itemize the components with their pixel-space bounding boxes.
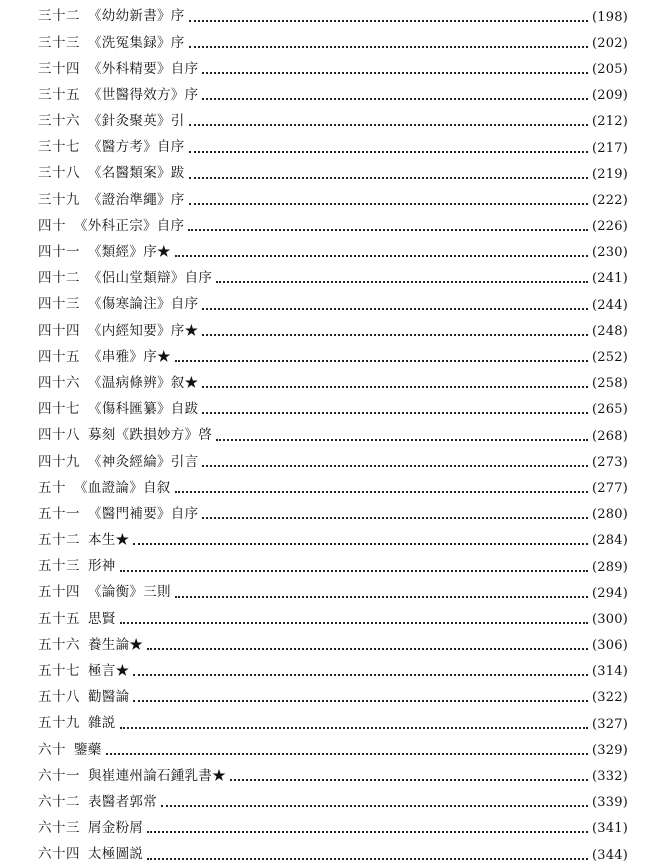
entry-number: 三十八 (38, 165, 80, 182)
dot-leader (202, 464, 588, 467)
entry-page-number: (209) (592, 88, 628, 104)
entry-title: 《温病條辨》叙★ (88, 374, 199, 391)
toc-entry (38, 266, 628, 292)
entry-page-number: (244) (592, 297, 628, 313)
entry-title: 極言★ (88, 663, 130, 680)
dot-leader (175, 359, 588, 362)
dot-leader (230, 778, 588, 781)
entry-page-number: (327) (592, 716, 628, 732)
toc-entry (38, 318, 628, 344)
entry-title: 《傷科匯纂》自跋 (88, 401, 199, 418)
entry-page-number: (314) (592, 664, 628, 680)
entry-page-number: (332) (592, 769, 628, 785)
dot-leader (202, 307, 588, 310)
entry-title: 養生論★ (88, 636, 144, 653)
entry-number: 三十七 (38, 139, 80, 156)
entry-number: 五十五 (38, 610, 80, 627)
toc-entry (38, 475, 628, 501)
dot-leader (189, 123, 588, 126)
entry-title: 勸醫論 (88, 689, 130, 706)
toc-entry (38, 83, 628, 109)
entry-title: 《内經知要》序★ (88, 322, 199, 339)
entry-page-number: (230) (592, 245, 628, 261)
toc-entry (38, 449, 628, 475)
entry-title: 屑金粉屑 (88, 820, 144, 837)
entry-title: 太極圖説 (88, 846, 144, 863)
entry-page-number: (202) (592, 35, 628, 51)
entry-number: 三十九 (38, 191, 80, 208)
dot-leader (189, 176, 588, 179)
entry-title: 募刻《跌損妙方》啓 (88, 427, 213, 444)
toc-entry (38, 292, 628, 318)
entry-number: 五十六 (38, 636, 80, 653)
entry-number: 四十五 (38, 348, 80, 365)
toc-entry (38, 737, 628, 763)
dot-leader (216, 438, 588, 441)
entry-page-number: (205) (592, 61, 628, 77)
toc-entry (38, 4, 628, 30)
dot-leader (189, 202, 588, 205)
entry-number: 五十 (38, 479, 66, 496)
entry-number: 四十九 (38, 453, 80, 470)
entry-page-number: (212) (592, 114, 628, 130)
entry-number: 五十八 (38, 689, 80, 706)
entry-title: 《醫方考》自序 (88, 139, 185, 156)
entry-number: 四十三 (38, 296, 80, 313)
entry-page-number: (198) (592, 9, 628, 25)
entry-number: 六十三 (38, 820, 80, 837)
entry-title: 《論衡》三則 (88, 584, 171, 601)
toc-entry (38, 161, 628, 187)
dot-leader (175, 254, 588, 257)
entry-page-number: (222) (592, 192, 628, 208)
entry-page-number: (284) (592, 533, 628, 549)
entry-number: 六十 (38, 741, 66, 758)
dot-leader (189, 19, 588, 22)
entry-page-number: (322) (592, 690, 628, 706)
table-of-contents (38, 4, 628, 868)
toc-entry (38, 371, 628, 397)
entry-page-number: (277) (592, 480, 628, 496)
entry-page-number: (252) (592, 350, 628, 366)
entry-number: 五十一 (38, 505, 80, 522)
entry-page-number: (289) (592, 559, 628, 575)
entry-page-number: (241) (592, 271, 628, 287)
dot-leader (175, 490, 588, 493)
dot-leader (120, 569, 588, 572)
dot-leader (202, 516, 588, 519)
toc-entry (38, 214, 628, 240)
entry-title: 《名醫類案》跋 (88, 165, 185, 182)
dot-leader (106, 752, 588, 755)
toc-entry (38, 816, 628, 842)
entry-title: 本生★ (88, 532, 130, 549)
dot-leader (188, 228, 588, 231)
toc-entry (38, 685, 628, 711)
entry-page-number: (294) (592, 585, 628, 601)
entry-page-number: (219) (592, 166, 628, 182)
entry-title: 雜説 (88, 715, 116, 732)
toc-entry (38, 763, 628, 789)
dot-leader (202, 333, 588, 336)
dot-leader (161, 804, 588, 807)
entry-page-number: (306) (592, 638, 628, 654)
entry-number: 三十二 (38, 8, 80, 25)
entry-title: 《傷寒論注》自序 (88, 296, 199, 313)
entry-number: 五十二 (38, 532, 80, 549)
entry-page-number: (329) (592, 742, 628, 758)
dot-leader (202, 411, 588, 414)
entry-number: 三十五 (38, 86, 80, 103)
entry-number: 四十八 (38, 427, 80, 444)
entry-number: 四十 (38, 217, 66, 234)
entry-number: 五十四 (38, 584, 80, 601)
entry-page-number: (273) (592, 454, 628, 470)
toc-entry (38, 606, 628, 632)
toc-entry (38, 790, 628, 816)
entry-title: 《世醫得效方》序 (88, 86, 199, 103)
entry-number: 五十七 (38, 663, 80, 680)
toc-entry (38, 711, 628, 737)
entry-title: 形神 (88, 558, 116, 575)
toc-entry (38, 240, 628, 266)
dot-leader (202, 385, 588, 388)
toc-entry (38, 580, 628, 606)
dot-leader (133, 542, 588, 545)
dot-leader (133, 699, 588, 702)
entry-title: 《串雅》序★ (88, 348, 171, 365)
toc-entry (38, 842, 628, 868)
dot-leader (175, 595, 588, 598)
entry-number: 四十二 (38, 270, 80, 287)
entry-title: 鑒藥 (74, 741, 102, 758)
entry-number: 四十六 (38, 374, 80, 391)
entry-title: 《洗冤集録》序 (88, 34, 185, 51)
dot-leader (147, 857, 588, 860)
entry-title: 《針灸聚英》引 (88, 113, 185, 130)
entry-title: 《證治準繩》序 (88, 191, 185, 208)
toc-entry (38, 633, 628, 659)
toc-entry (38, 554, 628, 580)
dot-leader (147, 647, 588, 650)
dot-leader (120, 726, 588, 729)
entry-title: 《幼幼新書》序 (88, 8, 185, 25)
entry-page-number: (258) (592, 376, 628, 392)
entry-number: 三十六 (38, 113, 80, 130)
entry-number: 六十二 (38, 793, 80, 810)
toc-entry (38, 344, 628, 370)
entry-page-number: (280) (592, 507, 628, 523)
entry-page-number: (248) (592, 323, 628, 339)
toc-entry (38, 135, 628, 161)
toc-entry (38, 30, 628, 56)
dot-leader (120, 621, 588, 624)
dot-leader (133, 673, 588, 676)
entry-title: 思賢 (88, 610, 116, 627)
entry-number: 六十四 (38, 846, 80, 863)
entry-title: 《神灸經綸》引言 (88, 453, 199, 470)
dot-leader (216, 280, 588, 283)
dot-leader (189, 45, 588, 48)
entry-page-number: (268) (592, 428, 628, 444)
entry-title: 《外科精要》自序 (88, 60, 199, 77)
toc-entry (38, 659, 628, 685)
entry-title: 《醫門補要》自序 (88, 505, 199, 522)
toc-entry (38, 56, 628, 82)
entry-title: 與崔連州論石鍾乳書★ (88, 767, 226, 784)
toc-entry (38, 528, 628, 554)
toc-entry (38, 109, 628, 135)
toc-entry (38, 423, 628, 449)
entry-number: 五十三 (38, 558, 80, 575)
toc-entry (38, 187, 628, 213)
toc-entry (38, 397, 628, 423)
entry-page-number: (217) (592, 140, 628, 156)
dot-leader (147, 830, 588, 833)
entry-page-number: (344) (592, 847, 628, 863)
toc-entry (38, 502, 628, 528)
entry-title: 《外科正宗》自序 (74, 217, 185, 234)
entry-number: 三十四 (38, 60, 80, 77)
entry-page-number: (226) (592, 219, 628, 235)
entry-number: 三十三 (38, 34, 80, 51)
dot-leader (189, 150, 588, 153)
dot-leader (202, 97, 588, 100)
entry-number: 五十九 (38, 715, 80, 732)
entry-number: 四十四 (38, 322, 80, 339)
entry-number: 六十一 (38, 767, 80, 784)
entry-number: 四十一 (38, 244, 80, 261)
entry-page-number: (300) (592, 611, 628, 627)
entry-page-number: (341) (592, 821, 628, 837)
entry-number: 四十七 (38, 401, 80, 418)
entry-page-number: (265) (592, 402, 628, 418)
entry-title: 《侶山堂類辯》自序 (88, 270, 213, 287)
entry-title: 表醫者郭常 (88, 793, 157, 810)
dot-leader (202, 71, 588, 74)
entry-title: 《血證論》自叙 (74, 479, 171, 496)
entry-title: 《類經》序★ (88, 244, 171, 261)
entry-page-number: (339) (592, 795, 628, 811)
